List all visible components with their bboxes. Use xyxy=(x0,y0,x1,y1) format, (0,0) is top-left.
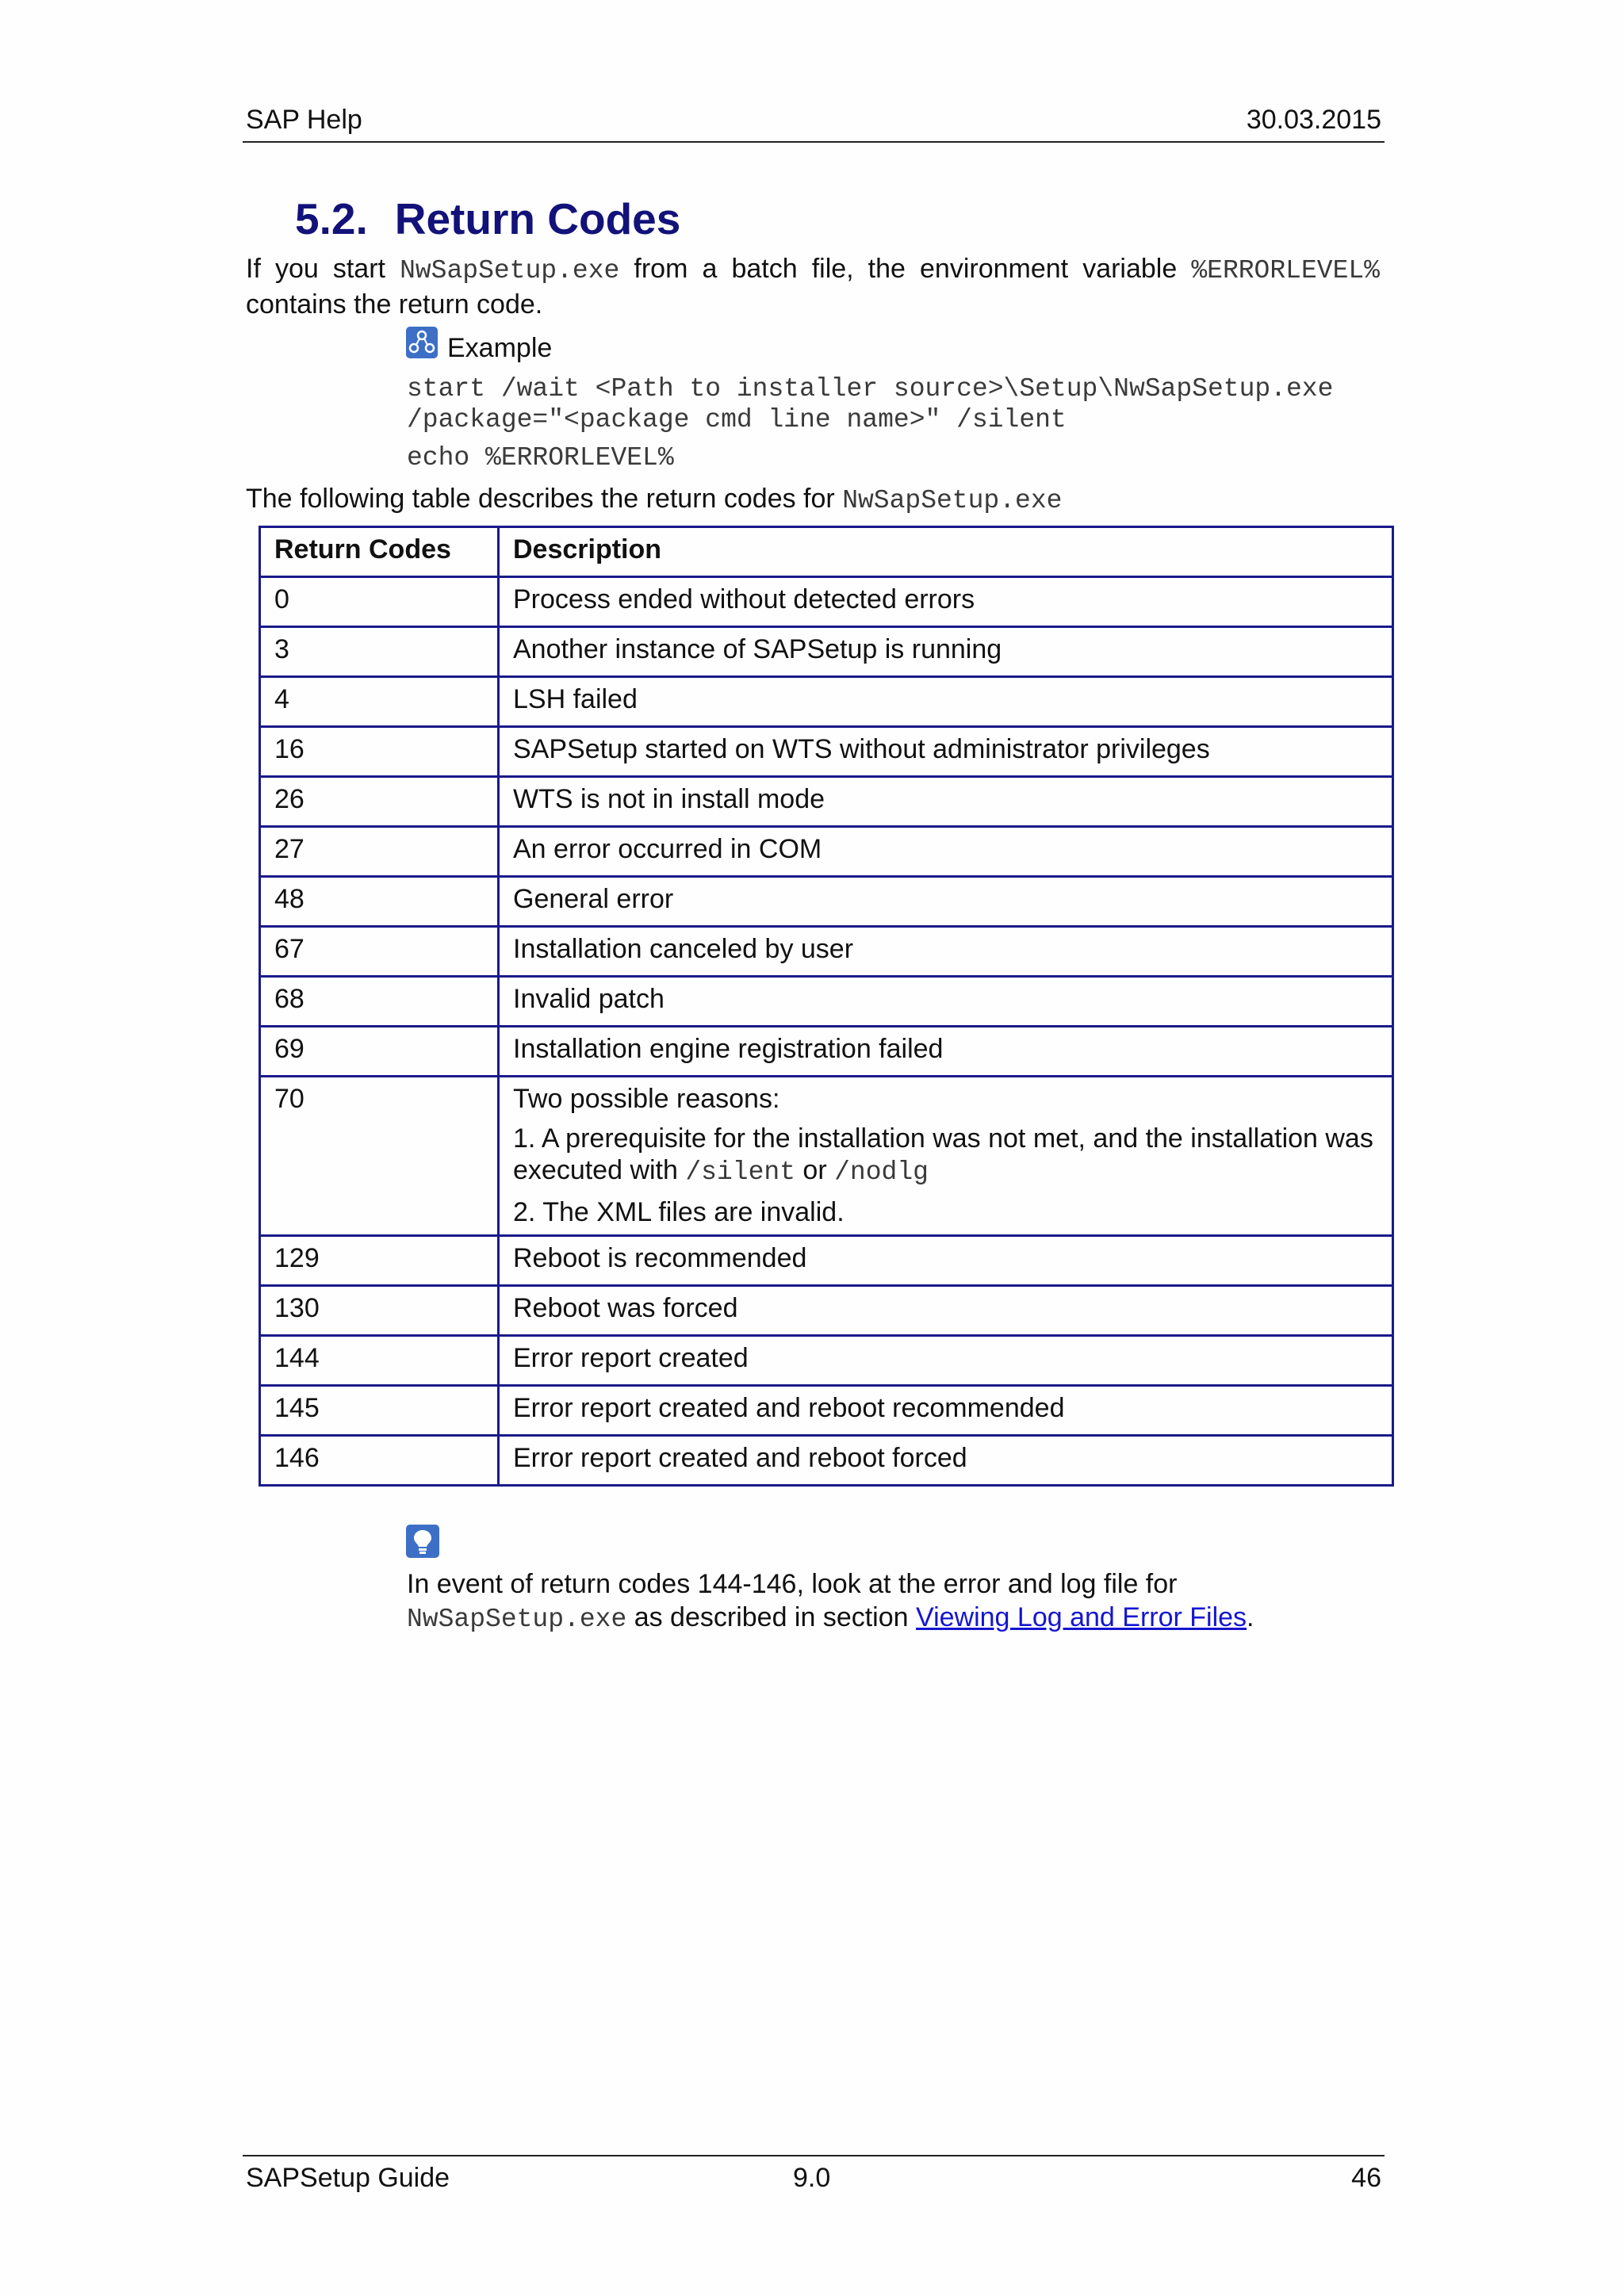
code-cell: 0 xyxy=(260,577,499,627)
table-row xyxy=(260,827,1393,877)
table-row xyxy=(260,1436,1393,1486)
nodlg-option: /nodlg xyxy=(834,1158,929,1187)
code-cell: 67 xyxy=(260,927,499,977)
reason-intro: Two possible reasons: xyxy=(513,1084,780,1114)
lightbulb-icon xyxy=(406,1525,439,1558)
table-row xyxy=(260,1336,1393,1386)
section-title xyxy=(295,193,680,244)
tip-exe: NwSapSetup.exe xyxy=(407,1605,627,1634)
code-cell: 26 xyxy=(260,777,499,827)
table-row xyxy=(260,1236,1393,1286)
code-cell: 16 xyxy=(260,727,499,777)
header-date: 30.03.2015 xyxy=(1246,105,1381,135)
reason-1-text: 1. A prerequisite for the installation was not met, and the installation was executed with xyxy=(513,1123,1373,1185)
description-cell: Installation engine registration failed xyxy=(499,1027,1393,1077)
code-cell: 4 xyxy=(260,677,499,727)
description-cell: Invalid patch xyxy=(499,977,1393,1027)
table-row xyxy=(260,577,1393,627)
example-code-line-3: echo %ERRORLEVEL% xyxy=(407,443,674,473)
example-code-line-2: /package="<package cmd line name>" /silent xyxy=(407,405,1067,434)
table-row xyxy=(260,777,1393,827)
viewing-log-link[interactable]: Viewing Log and Error Files xyxy=(916,1602,1247,1632)
table-intro-text: The following table describes the return codes for xyxy=(246,484,843,514)
description-cell xyxy=(499,1077,1393,1236)
example-icon xyxy=(406,327,438,358)
code-cell: 129 xyxy=(260,1236,499,1286)
description-cell: Error report created and reboot forced xyxy=(499,1436,1393,1486)
code-cell: 70 xyxy=(260,1077,499,1236)
intro-paragraph xyxy=(246,252,1380,321)
code-cell: 27 xyxy=(260,827,499,877)
footer-version: 9.0 xyxy=(793,2163,831,2193)
code-cell: 130 xyxy=(260,1286,499,1336)
section-number: 5.2. xyxy=(295,194,368,243)
tip-text-2: as described in section xyxy=(626,1602,917,1632)
intro-text-1: If you start xyxy=(246,254,400,284)
table-header-row xyxy=(260,527,1393,577)
header-return-codes: Return Codes xyxy=(260,527,499,577)
intro-text-2: from a batch file, the environment variable xyxy=(619,254,1192,284)
code-cell: 144 xyxy=(260,1336,499,1386)
description-cell: General error xyxy=(499,877,1393,927)
table-row xyxy=(260,877,1393,927)
table-row xyxy=(260,627,1393,677)
description-cell: Reboot is recommended xyxy=(499,1236,1393,1286)
description-cell: Reboot was forced xyxy=(499,1286,1393,1336)
table-intro xyxy=(246,484,1062,515)
example-label: Example xyxy=(447,333,553,363)
example-code-line-1: start /wait <Path to installer source>\Setup\NwSapSetup.exe xyxy=(407,374,1334,404)
code-cell: 48 xyxy=(260,877,499,927)
reason-1 xyxy=(513,1123,1379,1188)
header-description: Description xyxy=(499,527,1393,577)
table-row xyxy=(260,977,1393,1027)
description-cell: Process ended without detected errors xyxy=(499,577,1393,627)
description-cell: LSH failed xyxy=(499,677,1393,727)
return-codes-table xyxy=(259,526,1394,1487)
page-header xyxy=(243,105,1385,143)
intro-text-3: contains the return code. xyxy=(246,289,543,320)
description-cell: An error occurred in COM xyxy=(499,827,1393,877)
page-number: 46 xyxy=(1351,2163,1381,2193)
description-cell: Error report created xyxy=(499,1336,1393,1386)
footer-doc-title: SAPSetup Guide xyxy=(246,2163,450,2193)
header-left: SAP Help xyxy=(246,105,362,135)
table-row xyxy=(260,1286,1393,1336)
description-cell: Another instance of SAPSetup is running xyxy=(499,627,1393,677)
exe-name: NwSapSetup.exe xyxy=(400,256,620,285)
description-cell: WTS is not in install mode xyxy=(499,777,1393,827)
reason-1-or: or xyxy=(795,1155,835,1185)
code-cell: 146 xyxy=(260,1436,499,1486)
silent-option: /silent xyxy=(685,1158,795,1187)
table-row-70 xyxy=(260,1077,1393,1236)
table-row xyxy=(260,1386,1393,1436)
section-title-text: Return Codes xyxy=(394,194,681,243)
description-cell: Error report created and reboot recommended xyxy=(499,1386,1393,1436)
table-row xyxy=(260,727,1393,777)
description-cell: SAPSetup started on WTS without administrator privileges xyxy=(499,727,1393,777)
reason-2: 2. The XML files are invalid. xyxy=(513,1197,845,1227)
table-intro-exe: NwSapSetup.exe xyxy=(842,486,1063,515)
page-footer xyxy=(243,2155,1385,2196)
table-row xyxy=(260,1027,1393,1077)
code-cell: 69 xyxy=(260,1027,499,1077)
tip-text-3: . xyxy=(1247,1602,1254,1632)
code-cell: 3 xyxy=(260,627,499,677)
code-cell: 145 xyxy=(260,1386,499,1436)
errorlevel-var: %ERRORLEVEL% xyxy=(1191,256,1380,285)
code-cell: 68 xyxy=(260,977,499,1027)
description-cell: Installation canceled by user xyxy=(499,927,1393,977)
table-row xyxy=(260,927,1393,977)
tip-paragraph xyxy=(407,1567,1398,1636)
table-row xyxy=(260,677,1393,727)
tip-text-1: In event of return codes 144-146, look at the error and log file for xyxy=(407,1569,1178,1599)
